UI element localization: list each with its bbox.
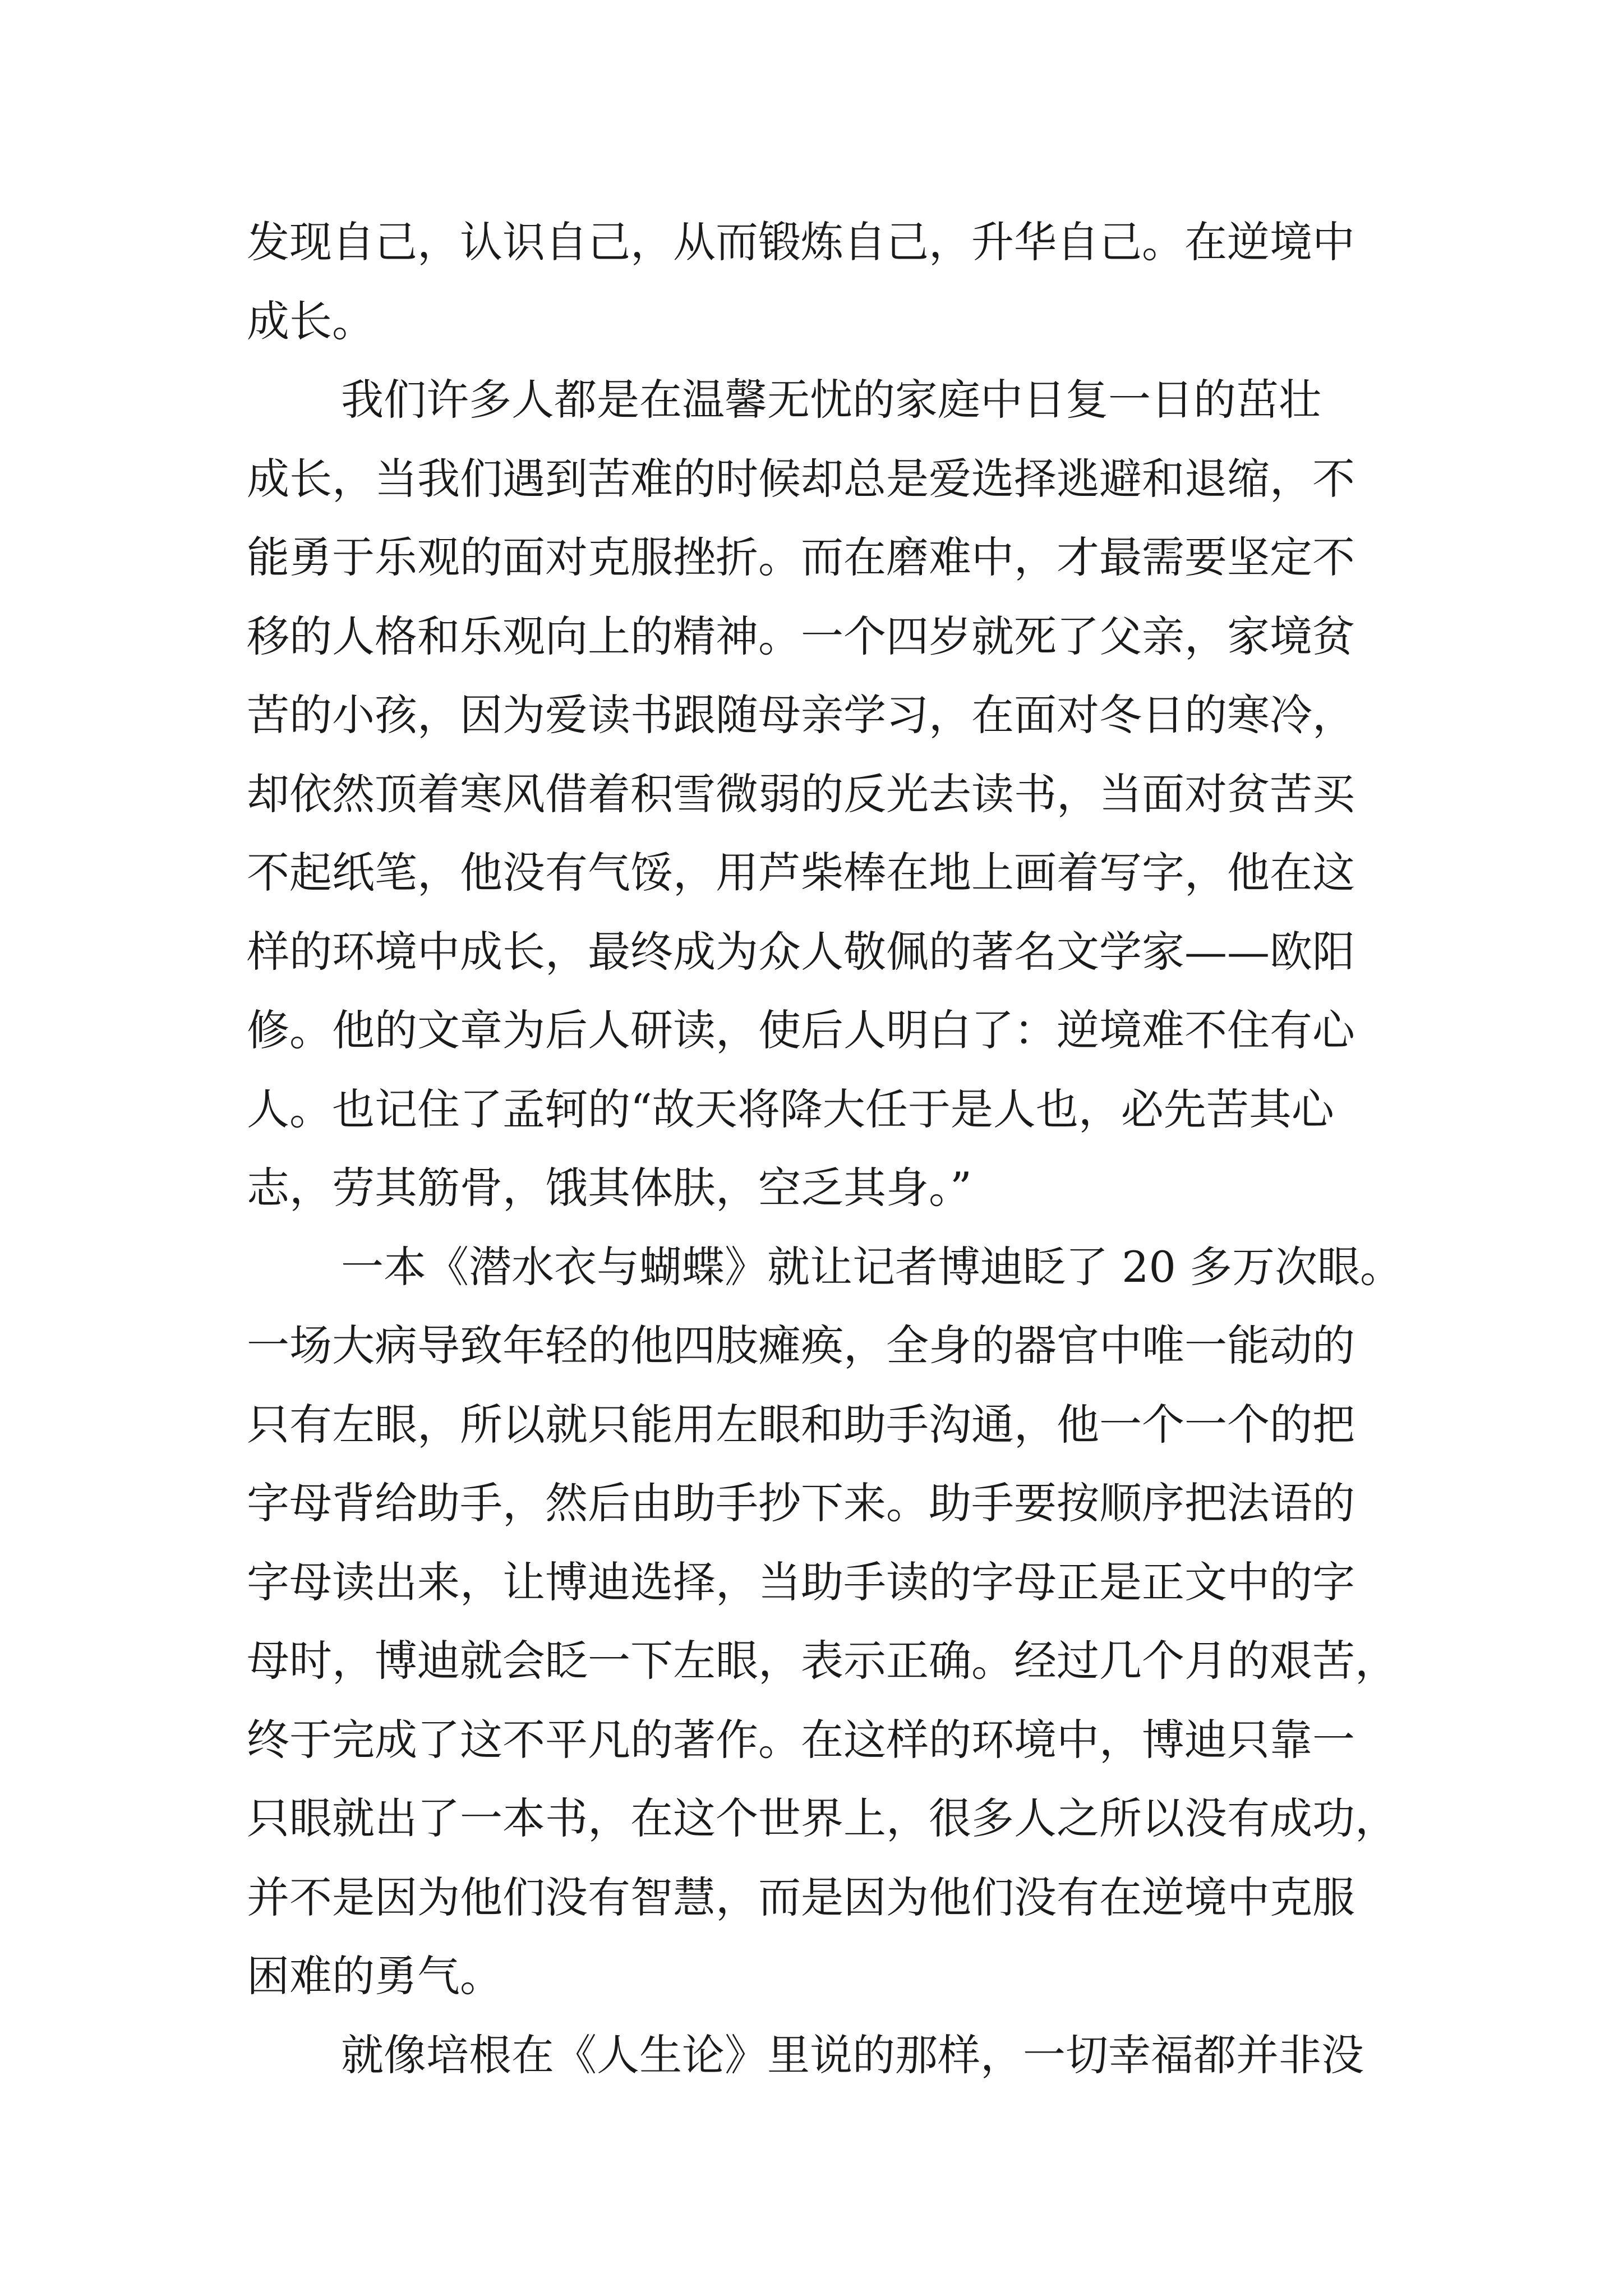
text-line: 成长，当我们遇到苦难的时候却总是爱选择逃避和退缩，不 bbox=[247, 453, 1355, 504]
text-line: 苦的小孩，因为爱读书跟随母亲学习，在面对冬日的寒冷， bbox=[247, 690, 1355, 740]
text-line: 修。他的文章为后人研读，使后人明白了：逆境难不住有心 bbox=[247, 1005, 1355, 1055]
text-line: 母时，博迪就会眨一下左眼，表示正确。经过几个月的艰苦， bbox=[247, 1636, 1398, 1686]
text-line: 样的环境中成长，最终成为众人敬佩的著名文学家——欧阳 bbox=[247, 926, 1355, 977]
text-line: 成长。 bbox=[247, 296, 375, 346]
text-line: 不起纸笔，他没有气馁，用芦柴棒在地上画着写字，他在这 bbox=[247, 848, 1355, 898]
text-line: 一场大病导致年轻的他四肢瘫痪，全身的器官中唯一能动的 bbox=[247, 1320, 1355, 1370]
text-line: 发现自己，认识自己，从而锻炼自己，升华自己。在逆境中 bbox=[247, 217, 1355, 267]
essay-body bbox=[247, 203, 1403, 2095]
paragraph-start-line: 就像培根在《人生论》里说的那样，一切幸福都并非没 bbox=[341, 2030, 1364, 2080]
text-line: 终于完成了这不平凡的著作。在这样的环境中，博迪只靠一 bbox=[247, 1714, 1355, 1765]
text-line: 人。也记住了孟轲的“故天将降大任于是人也，必先苦其心 bbox=[247, 1084, 1334, 1134]
text-line: 志，劳其筋骨，饿其体肤，空乏其身。” bbox=[247, 1163, 972, 1213]
text-line: 字母背给助手，然后由助手抄下来。助手要按顺序把法语的 bbox=[247, 1478, 1355, 1528]
text-line: 移的人格和乐观向上的精神。一个四岁就死了父亲，家境贫 bbox=[247, 611, 1355, 661]
text-line: 只有左眼，所以就只能用左眼和助手沟通，他一个一个的把 bbox=[247, 1399, 1355, 1450]
paragraph-start-line: 一本《潜水衣与蝴蝶》就让记者博迪眨了 20 多万次眼。 bbox=[341, 1241, 1403, 1292]
text-line: 并不是因为他们没有智慧，而是因为他们没有在逆境中克服 bbox=[247, 1872, 1355, 1922]
text-line: 只眼就出了一本书，在这个世界上，很多人之所以没有成功， bbox=[247, 1793, 1398, 1843]
text-line: 却依然顶着寒风借着积雪微弱的反光去读书，当面对贫苦买 bbox=[247, 769, 1355, 819]
text-line: 字母读出来，让博迪选择，当助手读的字母正是正文中的字 bbox=[247, 1557, 1355, 1607]
paragraph-start-line: 我们许多人都是在温馨无忧的家庭中日复一日的茁壮 bbox=[341, 375, 1321, 425]
text-line: 能勇于乐观的面对克服挫折。而在磨难中，才最需要坚定不 bbox=[247, 532, 1355, 582]
text-line: 困难的勇气。 bbox=[247, 1951, 502, 2001]
